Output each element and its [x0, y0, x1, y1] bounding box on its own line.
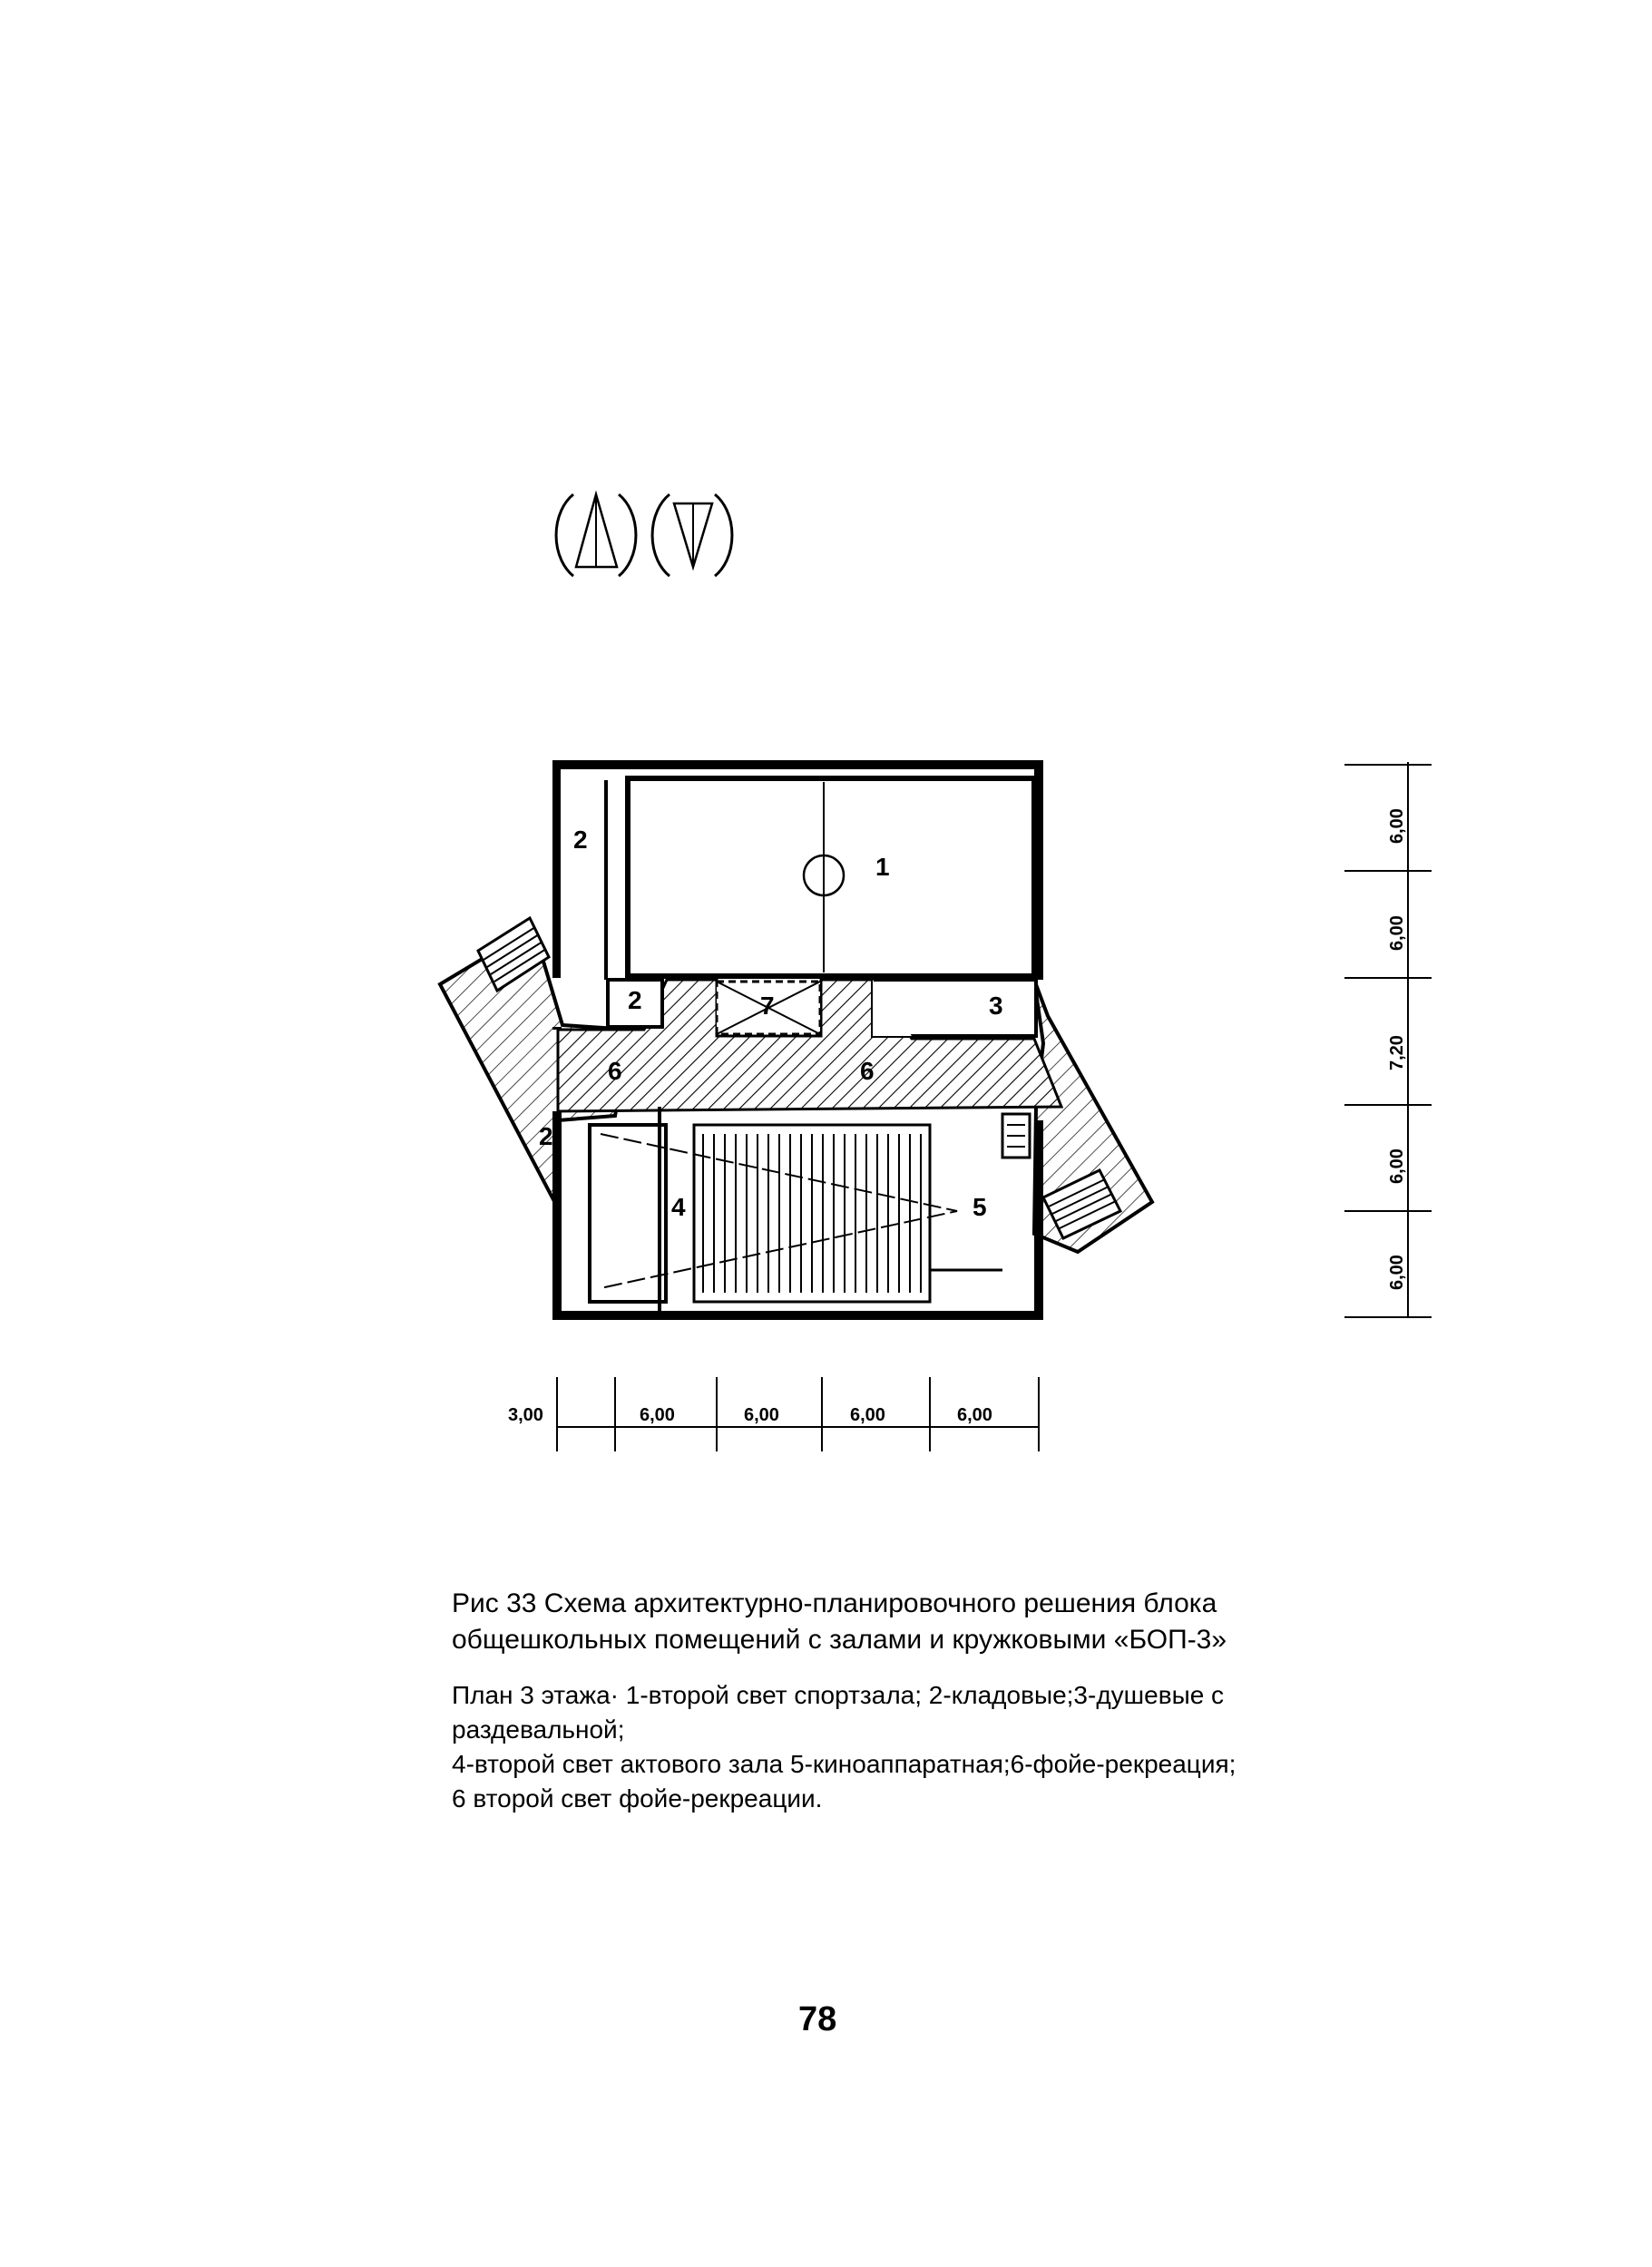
room-label-6-left: 6 [608, 1057, 622, 1085]
dim-right-2: 6,00 [1387, 915, 1407, 951]
room-label-2-top: 2 [573, 826, 588, 854]
legend-line-1: План 3 этажа· 1-второй свет спортзала; 2-кладовые;3-душевые с [452, 1681, 1225, 1709]
right-dimension-chain [1344, 762, 1432, 1317]
room-label-7: 7 [760, 992, 775, 1020]
legend-line-4: 6 второй свет фойе-рекреации. [452, 1784, 823, 1813]
south-arrow-icon [652, 494, 732, 576]
room-4-assembly-hall [590, 1107, 1002, 1315]
legend-line-3: 4-второй свет актового зала 5-киноаппаратная;6-фойе-рекреация; [452, 1750, 1237, 1778]
page-number: 78 [798, 2000, 837, 2038]
room-1-gym [628, 778, 1034, 976]
dim-bottom-3: 6,00 [744, 1405, 779, 1425]
room-label-2-bottom: 2 [539, 1122, 553, 1150]
dim-right-3: 7,20 [1387, 1035, 1407, 1070]
dim-bottom-2: 6,00 [640, 1405, 675, 1425]
room-label-2-mid: 2 [628, 986, 642, 1014]
dim-bottom-5: 6,00 [957, 1405, 992, 1425]
caption-title [452, 1586, 1413, 1658]
dim-right-5: 6,00 [1387, 1255, 1407, 1290]
figure-caption [452, 1586, 1413, 1816]
caption-legend [452, 1678, 1413, 1816]
caption-title-line-2: общешкольных помещений с залами и кружковыми «БОП-3» [452, 1625, 1227, 1655]
stair-small-icon [1002, 1114, 1030, 1158]
north-arrow-icon [556, 494, 636, 576]
room-label-1: 1 [875, 853, 890, 881]
room-label-5: 5 [973, 1193, 987, 1221]
room-label-4: 4 [671, 1193, 686, 1221]
dim-right-4: 6,00 [1387, 1148, 1407, 1184]
room-2-storage [561, 769, 604, 978]
room-label-3: 3 [989, 992, 1003, 1020]
legend-line-2: раздевальной; [452, 1715, 625, 1744]
room-label-6-right: 6 [860, 1057, 875, 1085]
bottom-dimension-chain [508, 1377, 1039, 1451]
dim-bottom-4: 6,00 [850, 1405, 885, 1425]
dim-right-1: 6,00 [1387, 808, 1407, 844]
caption-title-line-1: Рис 33 Схема архитектурно-планировочного решения блока [452, 1588, 1217, 1618]
dim-bottom-1: 3,00 [508, 1405, 543, 1425]
